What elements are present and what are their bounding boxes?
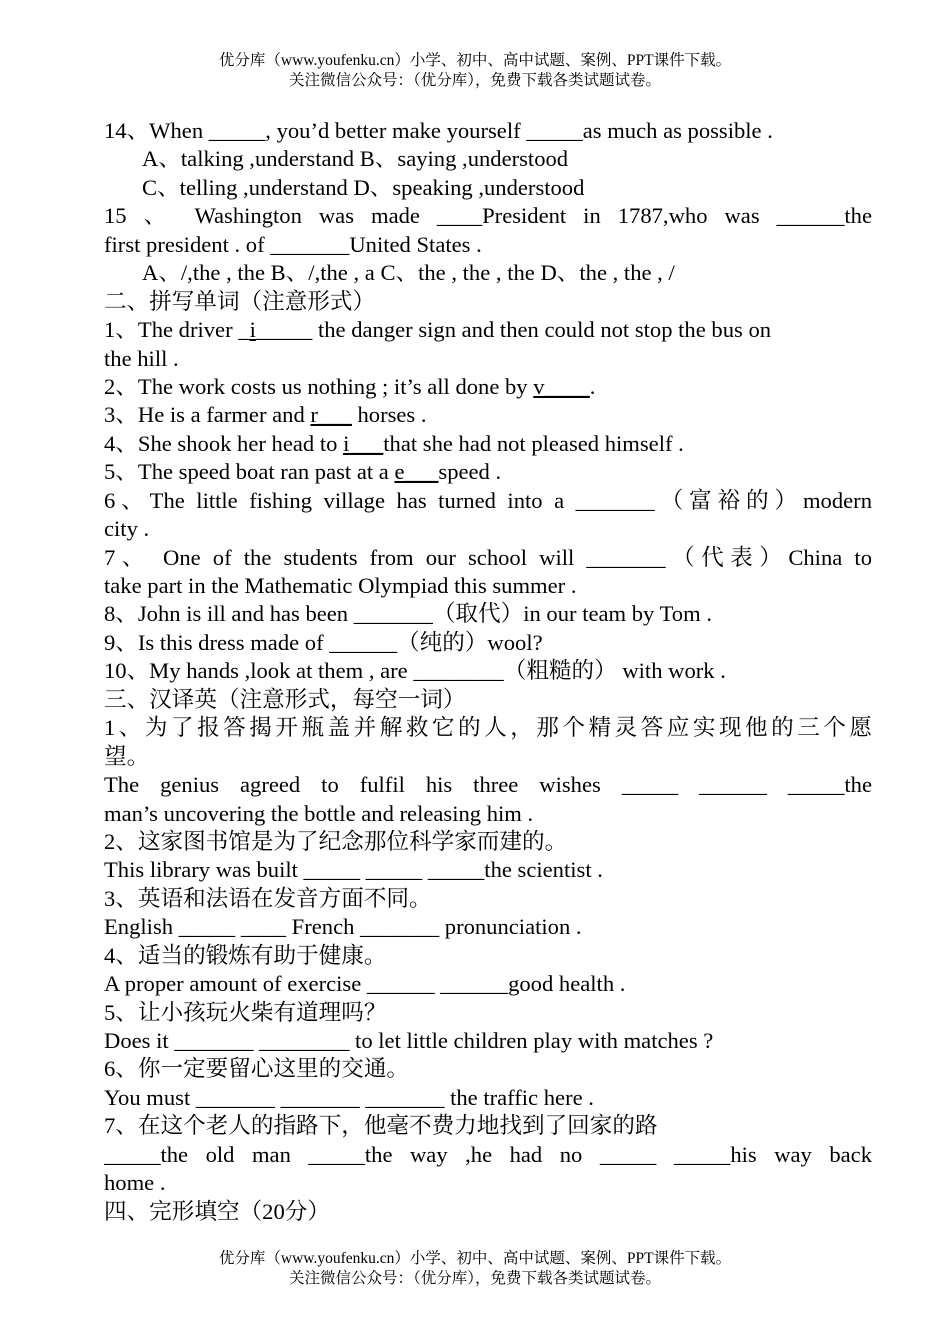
page-header	[0, 51, 950, 91]
spelling-q5	[104, 458, 872, 486]
translation-q1-cn-line-1: 1、为了报答揭开瓶盖并解救它的人，那个精灵答应实现他的三个愿	[104, 715, 872, 741]
page-footer	[0, 1249, 950, 1289]
translation-q7-cn: 7、在这个老人的指路下，他毫不费力地找到了回家的路	[104, 1113, 658, 1139]
spelling-q2-hint: v	[533, 373, 545, 399]
spelling-q4-hint: i	[343, 430, 350, 456]
translation-q3-cn: 3、英语和法语在发音方面不同。	[104, 885, 432, 911]
spelling-q4-pre: 4、She shook her head to	[104, 430, 344, 456]
footer-line-2: 关注微信公众号：（优分库），免费下载各类试题试卷。	[288, 1270, 661, 1287]
question-15-stem-line-1: 15 、 Washington was made ____President in 1787,who was ______the	[104, 203, 872, 229]
translation-q6-cn: 6、你一定要留心这里的交通。	[104, 1056, 410, 1082]
translation-q1-en-line-1: The genius agreed to fulfil his three wishes _____ ______ _____the	[104, 772, 872, 798]
spelling-q6: 6、The little fishing village has turned into a _______（富裕的）modern	[104, 487, 872, 513]
spelling-q1-post: _____ the danger sign and then could not stop the bus on	[255, 317, 772, 343]
question-14-stem: 14、When _____, you’d better make yourself _____as much as possible .	[104, 118, 773, 143]
translation-q2-en: This library was built _____ _____ _____the scientist .	[104, 857, 603, 883]
spelling-q2-gap: ____	[544, 373, 590, 399]
spelling-q6-cont: city .	[104, 516, 150, 542]
translation-q7-en-line-1: _____the old man _____the way ,he had no _____ _____his way back	[104, 1141, 872, 1167]
spelling-q10: 10、My hands ,look at them , are ________（粗糙的） with work .	[104, 658, 726, 684]
translation-q1-en-line-2: man’s uncovering the bottle and releasing him .	[104, 800, 534, 826]
spelling-q4	[104, 430, 872, 458]
translation-q7-en-line-2: home .	[104, 1170, 166, 1196]
section-cloze-heading: 四、完形填空（20分）	[104, 1198, 330, 1224]
question-14-options-cd: C、telling ,understand D、speaking ,understood	[142, 174, 585, 200]
translation-q4-cn: 4、适当的锻炼有助于健康。	[104, 942, 387, 968]
spelling-q5-pre: 5、The speed boat ran past at a	[104, 459, 395, 485]
spelling-q3-pre: 3、He is a farmer and	[104, 402, 311, 428]
translation-q3-en: English _____ ____ French _______ pronunciation .	[104, 914, 582, 940]
translation-q5-en: Does it _______ ________ to let little children play with matches ?	[104, 1028, 714, 1053]
header-line-1: 优分库（www.youfenku.cn）小学、初中、高中试题、案例、PPT课件下载。	[218, 52, 732, 69]
header-line-2: 关注微信公众号：（优分库），免费下载各类试题试卷。	[288, 72, 661, 89]
spelling-q3	[104, 401, 872, 429]
spelling-q3-post: horses .	[351, 402, 427, 428]
spelling-q1-pre: 1、The driver _	[104, 317, 250, 343]
spelling-q3-gap: ___	[317, 402, 352, 428]
translation-q5-cn: 5、让小孩玩火柴有道理吗？	[104, 999, 387, 1025]
spelling-q5-hint: e	[394, 459, 405, 485]
question-15-options: A、/,the , the B、/,the , a C、the , the , the D、the , the , /	[142, 260, 675, 286]
spelling-q5-post: speed .	[438, 459, 502, 485]
section-spelling-heading: 二、拼写单词（注意形式）	[104, 288, 376, 314]
spelling-q4-gap: ___	[349, 430, 384, 456]
question-14-options-ab: A、talking ,understand B、saying ,understood	[142, 146, 569, 172]
spelling-q7: 7、 One of the students from our school will _______（代表）China to	[104, 544, 872, 570]
question-15-stem-line-2: first president . of _______United States .	[104, 231, 482, 257]
spelling-q4-post: that she had not pleased himself .	[383, 430, 684, 456]
translation-q4-en: A proper amount of exercise ______ ______good health .	[104, 971, 626, 997]
spelling-q2-post: .	[589, 373, 596, 399]
translation-q1-cn-line-2: 望。	[104, 743, 150, 769]
section-translation-heading: 三、汉译英（注意形式，每空一词）	[104, 686, 466, 712]
exam-content	[104, 117, 872, 1226]
spelling-q7-cont: take part in the Mathematic Olympiad this summer .	[104, 573, 577, 598]
spelling-q2	[104, 373, 872, 401]
spelling-q2-pre: 2、The work costs us nothing ; it’s all done by	[104, 373, 534, 399]
spelling-q5-gap: ___	[404, 459, 439, 485]
translation-q2-cn: 2、这家图书馆是为了纪念那位科学家而建的。	[104, 828, 568, 854]
spelling-q1-cont: the hill .	[104, 345, 179, 371]
footer-line-1: 优分库（www.youfenku.cn）小学、初中、高中试题、案例、PPT课件下载。	[218, 1250, 732, 1267]
spelling-q3-hint: r	[310, 402, 318, 428]
spelling-q1	[104, 316, 872, 344]
translation-q6-en: You must _______ _______ _______ the traffic here .	[104, 1084, 594, 1110]
spelling-q1-hint: i	[249, 317, 256, 343]
spelling-q9: 9、Is this dress made of ______（纯的）wool?	[104, 629, 543, 655]
spelling-q8: 8、John is ill and has been _______（取代）in our team by Tom .	[104, 601, 712, 627]
